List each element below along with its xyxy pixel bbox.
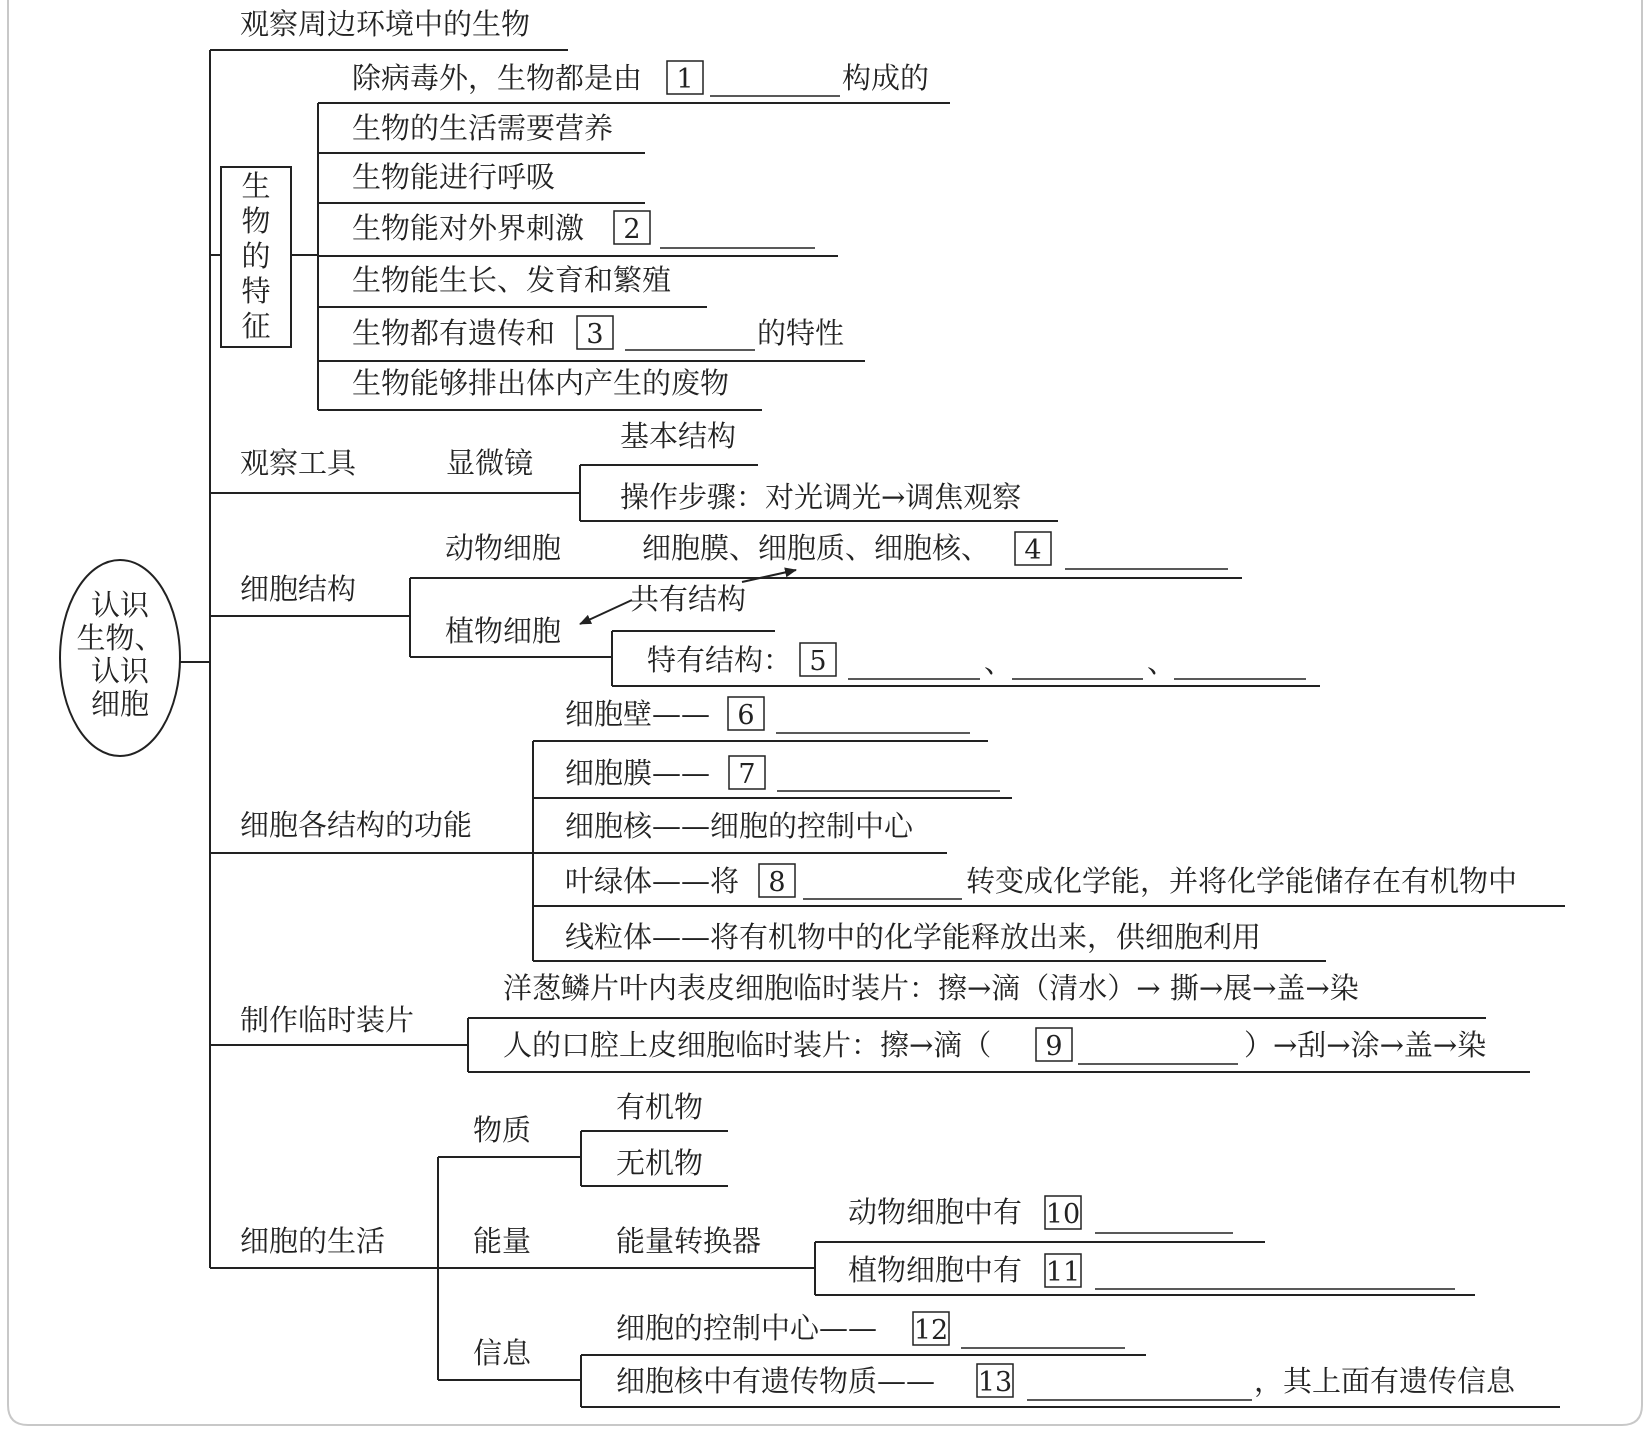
- slides-cheek-prefix: 人的口腔上皮细胞临时装片：擦→滴（: [503, 1028, 992, 1062]
- tools-basic-structure: 基本结构: [620, 419, 737, 453]
- func-chloroplast-prefix: 叶绿体——将: [565, 864, 740, 898]
- blank-number-6: 6: [737, 700, 755, 731]
- energy-converter: 能量转换器: [616, 1224, 762, 1258]
- func-nucleus: 细胞核——细胞的控制中心: [565, 809, 914, 843]
- bio-box-char-4: 特: [241, 274, 271, 308]
- branch-functions-label: 细胞各结构的功能: [240, 808, 473, 842]
- cell-life-energy: 能量: [473, 1224, 532, 1258]
- root-line-1: 认识: [90, 588, 150, 622]
- branch-cell-structure-label: 细胞结构: [240, 572, 357, 606]
- blank-number-12: 12: [913, 1315, 949, 1346]
- bio-item-excretion: 生物能够排出体内产生的废物: [352, 366, 730, 400]
- bio-box-char-1: 生: [241, 169, 271, 203]
- blank-number-1: 1: [676, 64, 694, 95]
- shared-structure-label: 共有结构: [630, 582, 747, 616]
- blank-number-4: 4: [1024, 535, 1042, 566]
- bio-item-nutrition: 生物的生活需要营养: [352, 111, 614, 145]
- bio-box-char-2: 物: [241, 204, 271, 238]
- bio-item-heredity-prefix: 生物都有遗传和: [352, 316, 556, 350]
- animal-cell-has-prefix: 动物细胞中有: [848, 1195, 1023, 1229]
- matter-inorganic: 无机物: [616, 1146, 704, 1180]
- info-genetic-suffix: ，其上面有遗传信息: [1254, 1364, 1516, 1398]
- info-control-prefix: 细胞的控制中心——: [616, 1311, 878, 1345]
- bio-item-cells-prefix: 除病毒外，生物都是由: [352, 61, 643, 95]
- blank-number-9: 9: [1045, 1031, 1063, 1062]
- bio-box-char-3: 的: [241, 239, 271, 273]
- arrow-to-plant-cell: [580, 600, 632, 624]
- blank-number-2: 2: [623, 214, 641, 245]
- blank-number-3: 3: [586, 319, 604, 350]
- unique-structure-prefix: 特有结构：: [647, 643, 793, 677]
- unique-sep-2: 、: [1147, 645, 1177, 679]
- blank-number-10: 10: [1045, 1199, 1081, 1230]
- cell-life-matter: 物质: [473, 1113, 532, 1147]
- plant-cell-label: 植物细胞: [445, 614, 562, 648]
- root-line-3: 认识: [90, 654, 150, 688]
- blank-number-5: 5: [809, 646, 827, 677]
- unique-sep-1: 、: [984, 645, 1014, 679]
- root-line-4: 细胞: [90, 687, 150, 721]
- blank-number-13: 13: [977, 1367, 1013, 1398]
- bio-item-cells-suffix: 构成的: [842, 61, 930, 95]
- info-genetic-prefix: 细胞核中有遗传物质——: [616, 1364, 936, 1398]
- branch-observe-env: 观察周边环境中的生物: [240, 7, 531, 41]
- func-wall-prefix: 细胞壁——: [565, 697, 711, 731]
- animal-cell-label: 动物细胞: [445, 531, 562, 565]
- slides-cheek-suffix: ）→刮→涂→盖→染: [1244, 1028, 1487, 1062]
- animal-parts-prefix: 细胞膜、细胞质、细胞核、: [642, 531, 991, 565]
- func-membrane-prefix: 细胞膜——: [565, 756, 711, 790]
- bio-item-stimulus-prefix: 生物能对外界刺激: [352, 211, 585, 245]
- branch-tools-label: 观察工具: [240, 446, 357, 480]
- tools-operation-steps: 操作步骤：对光调光→调焦观察: [620, 480, 1022, 514]
- arrow-to-animal-parts: [742, 570, 796, 582]
- matter-organic: 有机物: [616, 1090, 704, 1124]
- func-mitochondria: 线粒体——将有机物中的化学能释放出来，供细胞利用: [565, 920, 1262, 954]
- slides-onion: 洋葱鳞片叶内表皮细胞临时装片：擦→滴（清水）→ 撕→展→盖→染: [503, 971, 1359, 1005]
- branch-cell-life-label: 细胞的生活: [240, 1224, 386, 1258]
- bio-box-char-5: 征: [241, 309, 271, 343]
- tools-microscope: 显微镜: [446, 446, 534, 480]
- branch-slides-label: 制作临时装片: [240, 1003, 415, 1037]
- bio-item-heredity-suffix: 的特性: [757, 316, 845, 350]
- blank-number-11: 11: [1045, 1257, 1081, 1288]
- bio-item-respiration: 生物能进行呼吸: [352, 160, 556, 194]
- cell-life-info: 信息: [473, 1336, 532, 1370]
- main-trunk: [180, 50, 210, 1268]
- plant-cell-has-prefix: 植物细胞中有: [848, 1253, 1023, 1287]
- func-chloroplast-suffix: 转变成化学能，并将化学能储存在有机物中: [966, 864, 1518, 898]
- blank-number-7: 7: [738, 759, 756, 790]
- bio-item-growth: 生物能生长、发育和繁殖: [352, 263, 672, 297]
- root-line-2: 生物、: [76, 621, 164, 655]
- blank-number-8: 8: [768, 867, 786, 898]
- root-node: [60, 560, 180, 756]
